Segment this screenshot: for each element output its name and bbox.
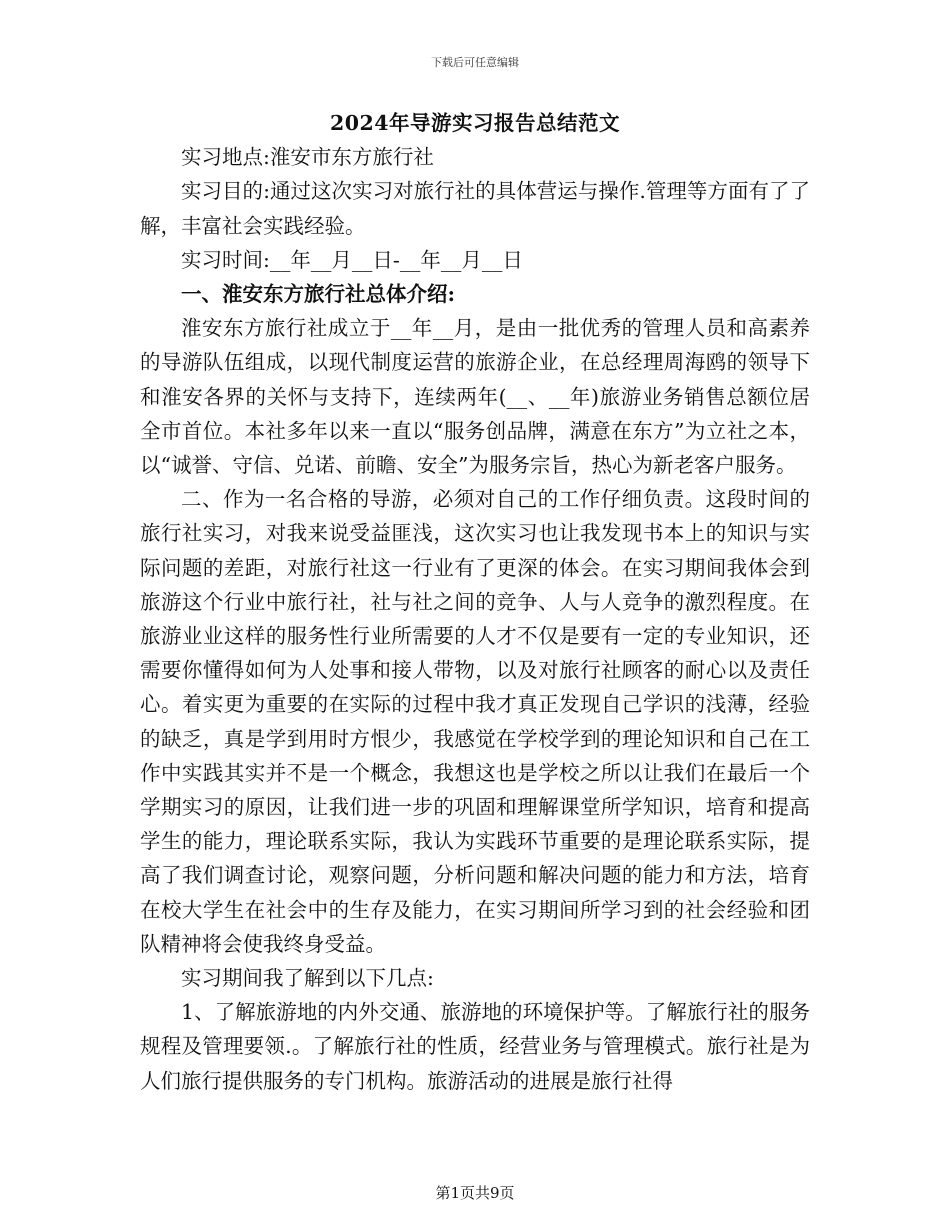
document-body — [140, 106, 810, 1098]
document-title: 2024年导游实习报告总结范文 — [329, 111, 621, 135]
paragraph-time: 实习时间:__年__月__日-__年__月__日 — [181, 247, 523, 272]
paragraph-purpose: 实习目的:通过这次实习对旅行社的具体营运与操作.管理等方面有了了解，丰富社会实践经验。 — [140, 179, 810, 238]
paragraph-agency-intro: 淮安东方旅行社成立于__年__月，是由一批优秀的管理人员和高素养的导游队伍组成，以现代制度运营的旅游企业，在总经理周海鸥的领导下和淮安各界的关怀与支持下，连续两年(__、__年)旅游业务销售总额位居全市首位。本社多年以来一直以“服务创品牌，满意在东方”为立社之本，以“诚誉、守信、兑诺、前瞻、安全”为服务宗旨，热心为新老客户服务。 — [140, 316, 810, 478]
page-footer: 第1页共9页 — [435, 1184, 515, 1202]
paragraph-guide-duty: 二、作为一名合格的导游，必须对自己的工作仔细负责。这段时间的旅行社实习，对我来说受益匪浅，这次实习也让我发现书本上的知识与实际问题的差距，对旅行社这一行业有了更深的体会。在实习期间我体会到旅游这个行业中旅行社，社与社之间的竞争、人与人竞争的激烈程度。在旅游业业这样的服务性行业所需要的人才不仅是要有一定的专业知识，还需要你懂得如何为人处事和接人带物，以及对旅行社顾客的耐心以及责任心。着实更为重要的在实际的过程中我才真正发现自己学识的浅薄，经验的缺乏，真是学到用时方恨少，我感觉在学校学到的理论知识和自己在工作中实践其实并不是一个概念，我想这也是学校之所以让我们在最后一个学期实习的原因，让我们进一步的巩固和理解课堂所学知识，培育和提高学生的能力，理论联系实际，我认为实践环节重要的是理论联系实际，提高了我们调查讨论，观察问题，分析问题和解决问题的能力和方法，培育在校大学生在社会中的生存及能力，在实习期间所学习到的社会经验和团队精神将会使我终身受益。 — [140, 487, 810, 956]
paragraph-points-intro: 实习期间我了解到以下几点: — [181, 966, 434, 991]
paragraph-location: 实习地点:淮安市东方旅行社 — [181, 145, 434, 170]
paragraph-point-1: 1、了解旅游地的内外交通、旅游地的环境保护等。了解旅行社的服务规程及管理要领.。了解旅行社的性质，经营业务与管理模式。旅行社是为人们旅行提供服务的专门机构。旅游活动的进展是旅行社得 — [140, 1000, 810, 1093]
section-heading: 一、淮安东方旅行社总体介绍: — [181, 282, 456, 307]
page-header: 下载后可任意编辑 — [431, 56, 519, 69]
